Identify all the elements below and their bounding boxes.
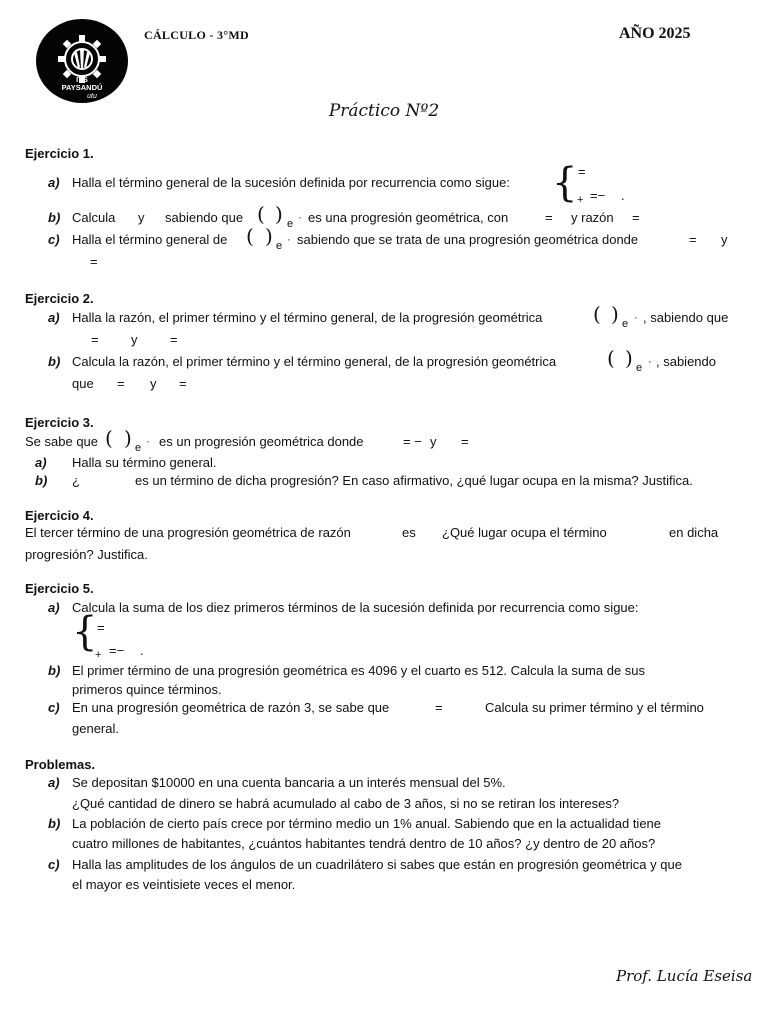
problems-heading: Problemas. [25,757,96,772]
system-brace: { [72,609,98,655]
exercise-1b-text: Calcula [72,210,116,225]
exercise-4-text: ¿Qué lugar ocupa el término [442,525,607,540]
exercise-1c-text: y [721,232,728,247]
exercise-1b-text: = [632,210,640,225]
system-eq-1: = [578,164,586,179]
exercise-3-intro: = − [403,434,422,449]
math-dot: · [298,212,302,224]
exercise-1b-text: sabiendo que [165,210,244,225]
logo-text-city: PAYSANDÚ [61,83,103,92]
item-label: c) [48,857,60,872]
item-label: b) [48,210,61,225]
paren-left: ( [246,224,254,248]
exercise-5b-text: primeros quince términos. [72,682,222,697]
paren-left: ( [593,302,601,326]
paren-right: ) [275,202,283,226]
exercise-1c-text: sabiendo que se trata de una progresión geométrica donde [297,232,639,247]
course-name: CÁLCULO - 3°MD [144,28,249,42]
exercise-2a-text: Halla la razón, el primer término y el término general, de la progresión geométrica [72,310,543,325]
system-sub: + [577,194,584,206]
problem-c-text: Halla las amplitudes de los ángulos de un cuadrilátero si sabes que están en progresión geométrica y que [72,857,682,872]
item-label: c) [48,700,60,715]
exercise-1-heading: Ejercicio 1. [25,146,94,161]
system-dot: . [140,643,144,658]
item-label: b) [48,663,61,678]
paren-subscript: e [276,240,283,252]
exercise-5b-text: El primer término de una progresión geométrica es 4096 y el cuarto es 512. Calcula la suma de sus [72,663,646,678]
exercise-2b-text: , sabiendo [656,354,716,369]
item-label: b) [35,473,48,488]
system-eq-1: = [97,620,105,635]
paren-left: ( [105,426,113,450]
exercise-3a-text: Halla su término general. [72,455,217,470]
exercise-3-intro: y [430,434,437,449]
exercise-4-text: es [402,525,416,540]
paren-subscript: e [135,442,142,454]
paren-subscript: e [622,318,629,330]
paren-left: ( [257,202,265,226]
exercise-3b-text: ¿ [72,473,80,488]
math-dot: · [146,436,150,448]
exercise-5c-text: = [435,700,443,715]
exercise-3-intro: Se sabe que [25,434,99,449]
exercise-3b-text: es un término de dicha progresión? En caso afirmativo, ¿qué lugar ocupa en la misma? Justifica. [135,473,693,488]
logo-text-its: ITS [76,75,88,84]
logo-text-signature: utu [87,93,97,100]
paren-right: ) [265,224,273,248]
problem-a-text: Se depositan $10000 en una cuenta bancaria a un interés mensual del 5%. [72,775,506,790]
exercise-2b-text: = [179,376,187,391]
exercise-5c-text: En una progresión geométrica de razón 3, se sabe que [72,700,390,715]
math-dot: · [287,234,291,246]
exercise-4-heading: Ejercicio 4. [25,508,94,523]
exercise-1a-text: Halla el término general de la sucesión definida por recurrencia como sigue: [72,175,510,190]
math-dot: · [648,356,652,368]
exercise-5-heading: Ejercicio 5. [25,581,94,596]
paren-right: ) [124,426,132,450]
exercise-1c-text: Halla el término general de [72,232,228,247]
system-eq-2: =− [109,643,125,658]
year-label: AÑO 2025 [619,25,691,42]
exercise-2b-text: y [150,376,157,391]
item-label: b) [48,354,61,369]
paren-right: ) [625,346,633,370]
item-label: b) [48,816,61,831]
problem-b-text: cuatro millones de habitantes, ¿cuántos habitantes tendrá dentro de 10 años? ¿y dentro de 20 años? [72,836,656,851]
exercise-1c-text: = [90,254,98,269]
paren-left: ( [607,346,615,370]
item-label: a) [48,175,60,190]
problem-b-text: La población de cierto país crece por término medio un 1% anual. Sabiendo que en la actualidad tiene [72,816,662,831]
author-signature: Prof. Lucía Eseisa [616,967,753,985]
system-brace: { [552,160,578,206]
exercise-1b-text: y [138,210,145,225]
exercise-3-intro: es un progresión geométrica donde [159,434,364,449]
system-sub: + [95,649,102,661]
paren-subscript: e [636,362,643,374]
page-title: Práctico Nº2 [328,101,440,121]
exercise-2a-text: , sabiendo que [643,310,729,325]
math-dot: · [634,312,638,324]
exercise-2b-text: = [117,376,125,391]
exercise-4-text: El tercer término de una progresión geométrica de razón [25,525,351,540]
problem-a-text: ¿Qué cantidad de dinero se habrá acumulado al cabo de 3 años, si no se retiran los intereses? [72,796,620,811]
exercise-3-intro: = [461,434,469,449]
exercise-5c-text: general. [72,721,119,736]
exercise-2a-text: y [131,332,138,347]
exercise-3-heading: Ejercicio 3. [25,415,94,430]
exercise-5a-text: Calcula la suma de los diez primeros términos de la sucesión definida por recurrencia como sigue: [72,600,639,615]
system-dot: . [621,188,625,203]
exercise-2-heading: Ejercicio 2. [25,291,94,306]
exercise-1b-text: = [545,210,553,225]
item-label: a) [48,310,60,325]
paren-subscript: e [287,218,294,230]
exercise-2b-text: Calcula la razón, el primer término y el término general, de la progresión geométrica [72,354,557,369]
problem-c-text: el mayor es veintisiete veces el menor. [72,877,296,892]
exercise-2b-text: que [72,376,94,391]
exercise-4-text: en dicha [669,525,719,540]
system-eq-2: =− [590,188,606,203]
exercise-4-text: progresión? Justifica. [25,547,148,562]
exercise-1b-text: y razón [571,210,614,225]
exercise-5c-text: Calcula su primer término y el término [485,700,704,715]
exercise-1b-text: es una progresión geométrica, con [308,210,509,225]
item-label: a) [48,600,60,615]
exercise-2a-text: = [170,332,178,347]
item-label: c) [48,232,60,247]
item-label: a) [48,775,60,790]
item-label: a) [35,455,47,470]
exercise-1c-text: = [689,232,697,247]
school-logo [36,19,128,103]
exercise-2a-text: = [91,332,99,347]
paren-right: ) [611,302,619,326]
